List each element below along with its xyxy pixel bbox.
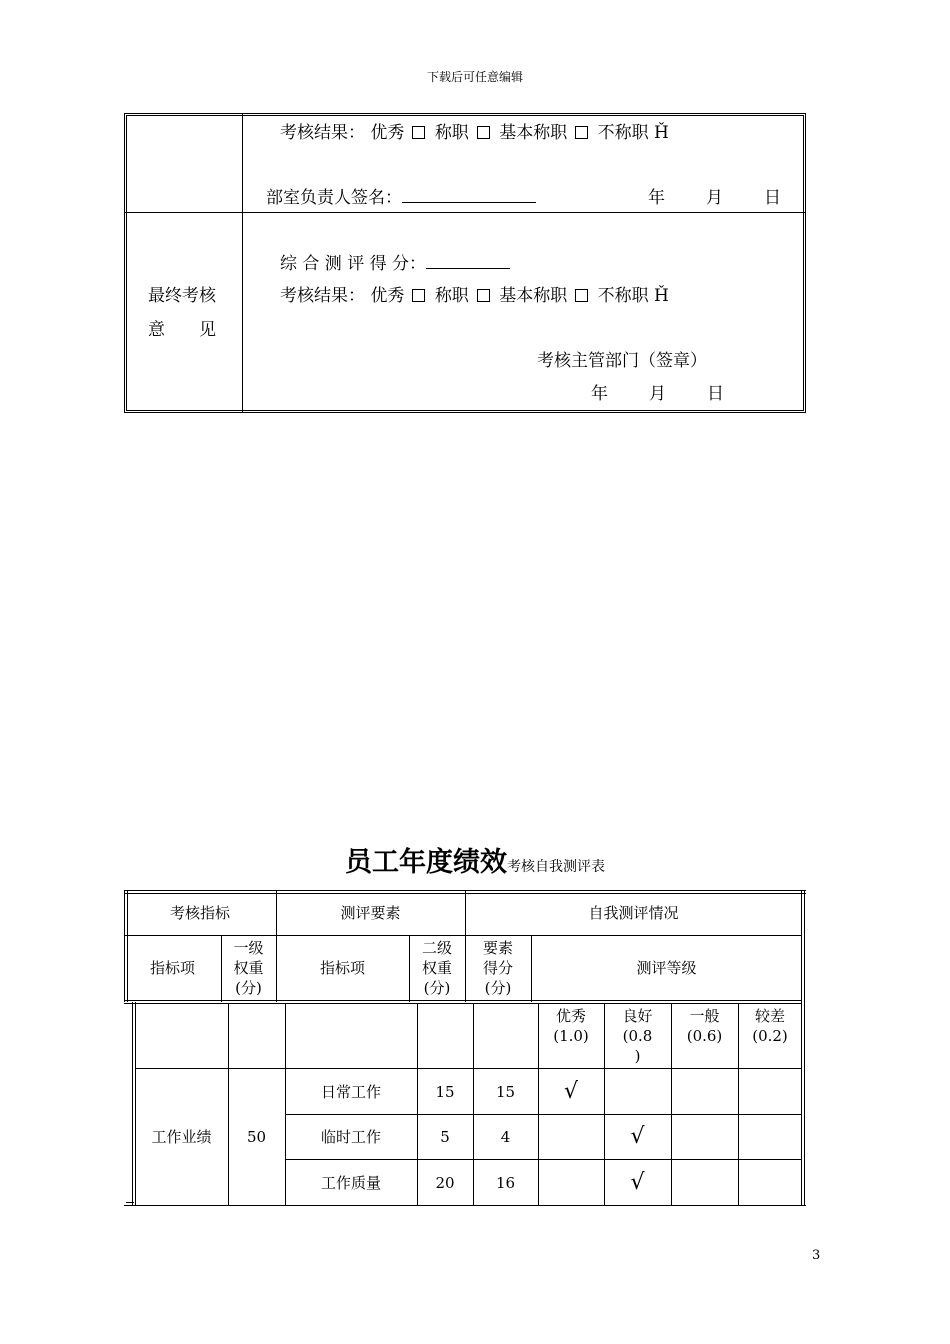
option-label: 基本称职 xyxy=(499,123,568,143)
row-weight: 20 xyxy=(435,1173,455,1192)
checkbox-basic[interactable] xyxy=(575,289,588,302)
group-weight: 50 xyxy=(246,1128,267,1146)
date-year: 年 xyxy=(648,188,665,208)
date-month: 月 xyxy=(649,384,666,404)
dept-result-line xyxy=(280,118,669,143)
option-label: 不称职 xyxy=(597,286,649,306)
row-weight: 5 xyxy=(440,1128,450,1146)
header-score: 要素 得分 (分) xyxy=(482,939,513,997)
option-label: 称职 xyxy=(434,123,469,143)
header-item2: 指标项 xyxy=(319,959,365,977)
check-mark-icon: √ xyxy=(630,1124,645,1149)
grade-excellent: 优秀 (1.0) xyxy=(553,1007,589,1045)
result-label: 考核结果： xyxy=(280,286,365,306)
tail-mark: Ȟ xyxy=(654,286,669,306)
header-weight1: 一级 权重 (分) xyxy=(233,939,264,997)
title-main: 员工年度绩效 xyxy=(345,847,507,878)
signature-line xyxy=(266,183,536,208)
header-item: 指标项 xyxy=(149,959,195,977)
date-month: 月 xyxy=(706,188,723,208)
date-day: 日 xyxy=(707,384,724,404)
option-label: 优秀 xyxy=(370,286,405,306)
row-score: 16 xyxy=(495,1173,516,1192)
option-label: 称职 xyxy=(434,286,469,306)
group-name: 工作业绩 xyxy=(151,1128,212,1146)
check-mark-icon: √ xyxy=(563,1078,579,1104)
header-self-eval: 自我测评情况 xyxy=(588,904,679,922)
header-grade: 测评等级 xyxy=(636,959,697,977)
row-weight: 15 xyxy=(435,1082,455,1101)
title-sub: 考核自我测评表 xyxy=(507,859,605,875)
score-label: 综 合 测 评 得 分： xyxy=(280,254,427,274)
checkbox-excellent[interactable] xyxy=(412,289,425,302)
check-mark-icon: √ xyxy=(630,1169,645,1195)
dept-seal: 考核主管部门（签章） xyxy=(537,351,707,371)
grade-poor: 较差 (0.2) xyxy=(752,1007,788,1045)
row-item: 临时工作 xyxy=(320,1128,381,1146)
final-label-line1: 最终考核 xyxy=(148,286,216,306)
page-number: 3 xyxy=(812,1248,821,1263)
checkbox-competent[interactable] xyxy=(477,289,490,302)
option-label: 优秀 xyxy=(370,123,405,143)
page-title xyxy=(0,840,950,879)
header-elements: 测评要素 xyxy=(340,904,401,922)
final-result-line xyxy=(280,281,669,306)
assessment-opinion-table xyxy=(124,113,806,413)
checkbox-basic[interactable] xyxy=(575,126,588,139)
tail-mark: Ȟ xyxy=(654,123,669,143)
final-label-line2: 意 见 xyxy=(148,320,216,340)
score-field[interactable] xyxy=(426,254,510,269)
row-item: 日常工作 xyxy=(320,1082,381,1101)
header-weight2: 二级 权重 (分) xyxy=(421,939,452,997)
header-note: 下载后可任意编辑 xyxy=(426,70,523,84)
date-day: 日 xyxy=(764,188,781,208)
grade-average: 一般 (0.6) xyxy=(686,1007,723,1045)
self-evaluation-table xyxy=(124,890,806,1208)
result-label: 考核结果： xyxy=(280,123,365,143)
header-indicator: 考核指标 xyxy=(169,904,230,922)
signature-field[interactable] xyxy=(402,188,536,203)
row-item: 工作质量 xyxy=(320,1173,381,1192)
option-label: 基本称职 xyxy=(499,286,568,306)
option-label: 不称职 xyxy=(597,123,649,143)
grade-good: 良好 (0.8 ) xyxy=(622,1007,653,1065)
date-year: 年 xyxy=(591,384,608,404)
checkbox-competent[interactable] xyxy=(477,126,490,139)
checkbox-excellent[interactable] xyxy=(412,126,425,139)
row-score: 4 xyxy=(500,1128,511,1146)
row-score: 15 xyxy=(495,1082,516,1101)
score-line xyxy=(280,249,510,274)
signature-label: 部室负责人签名： xyxy=(266,188,402,208)
